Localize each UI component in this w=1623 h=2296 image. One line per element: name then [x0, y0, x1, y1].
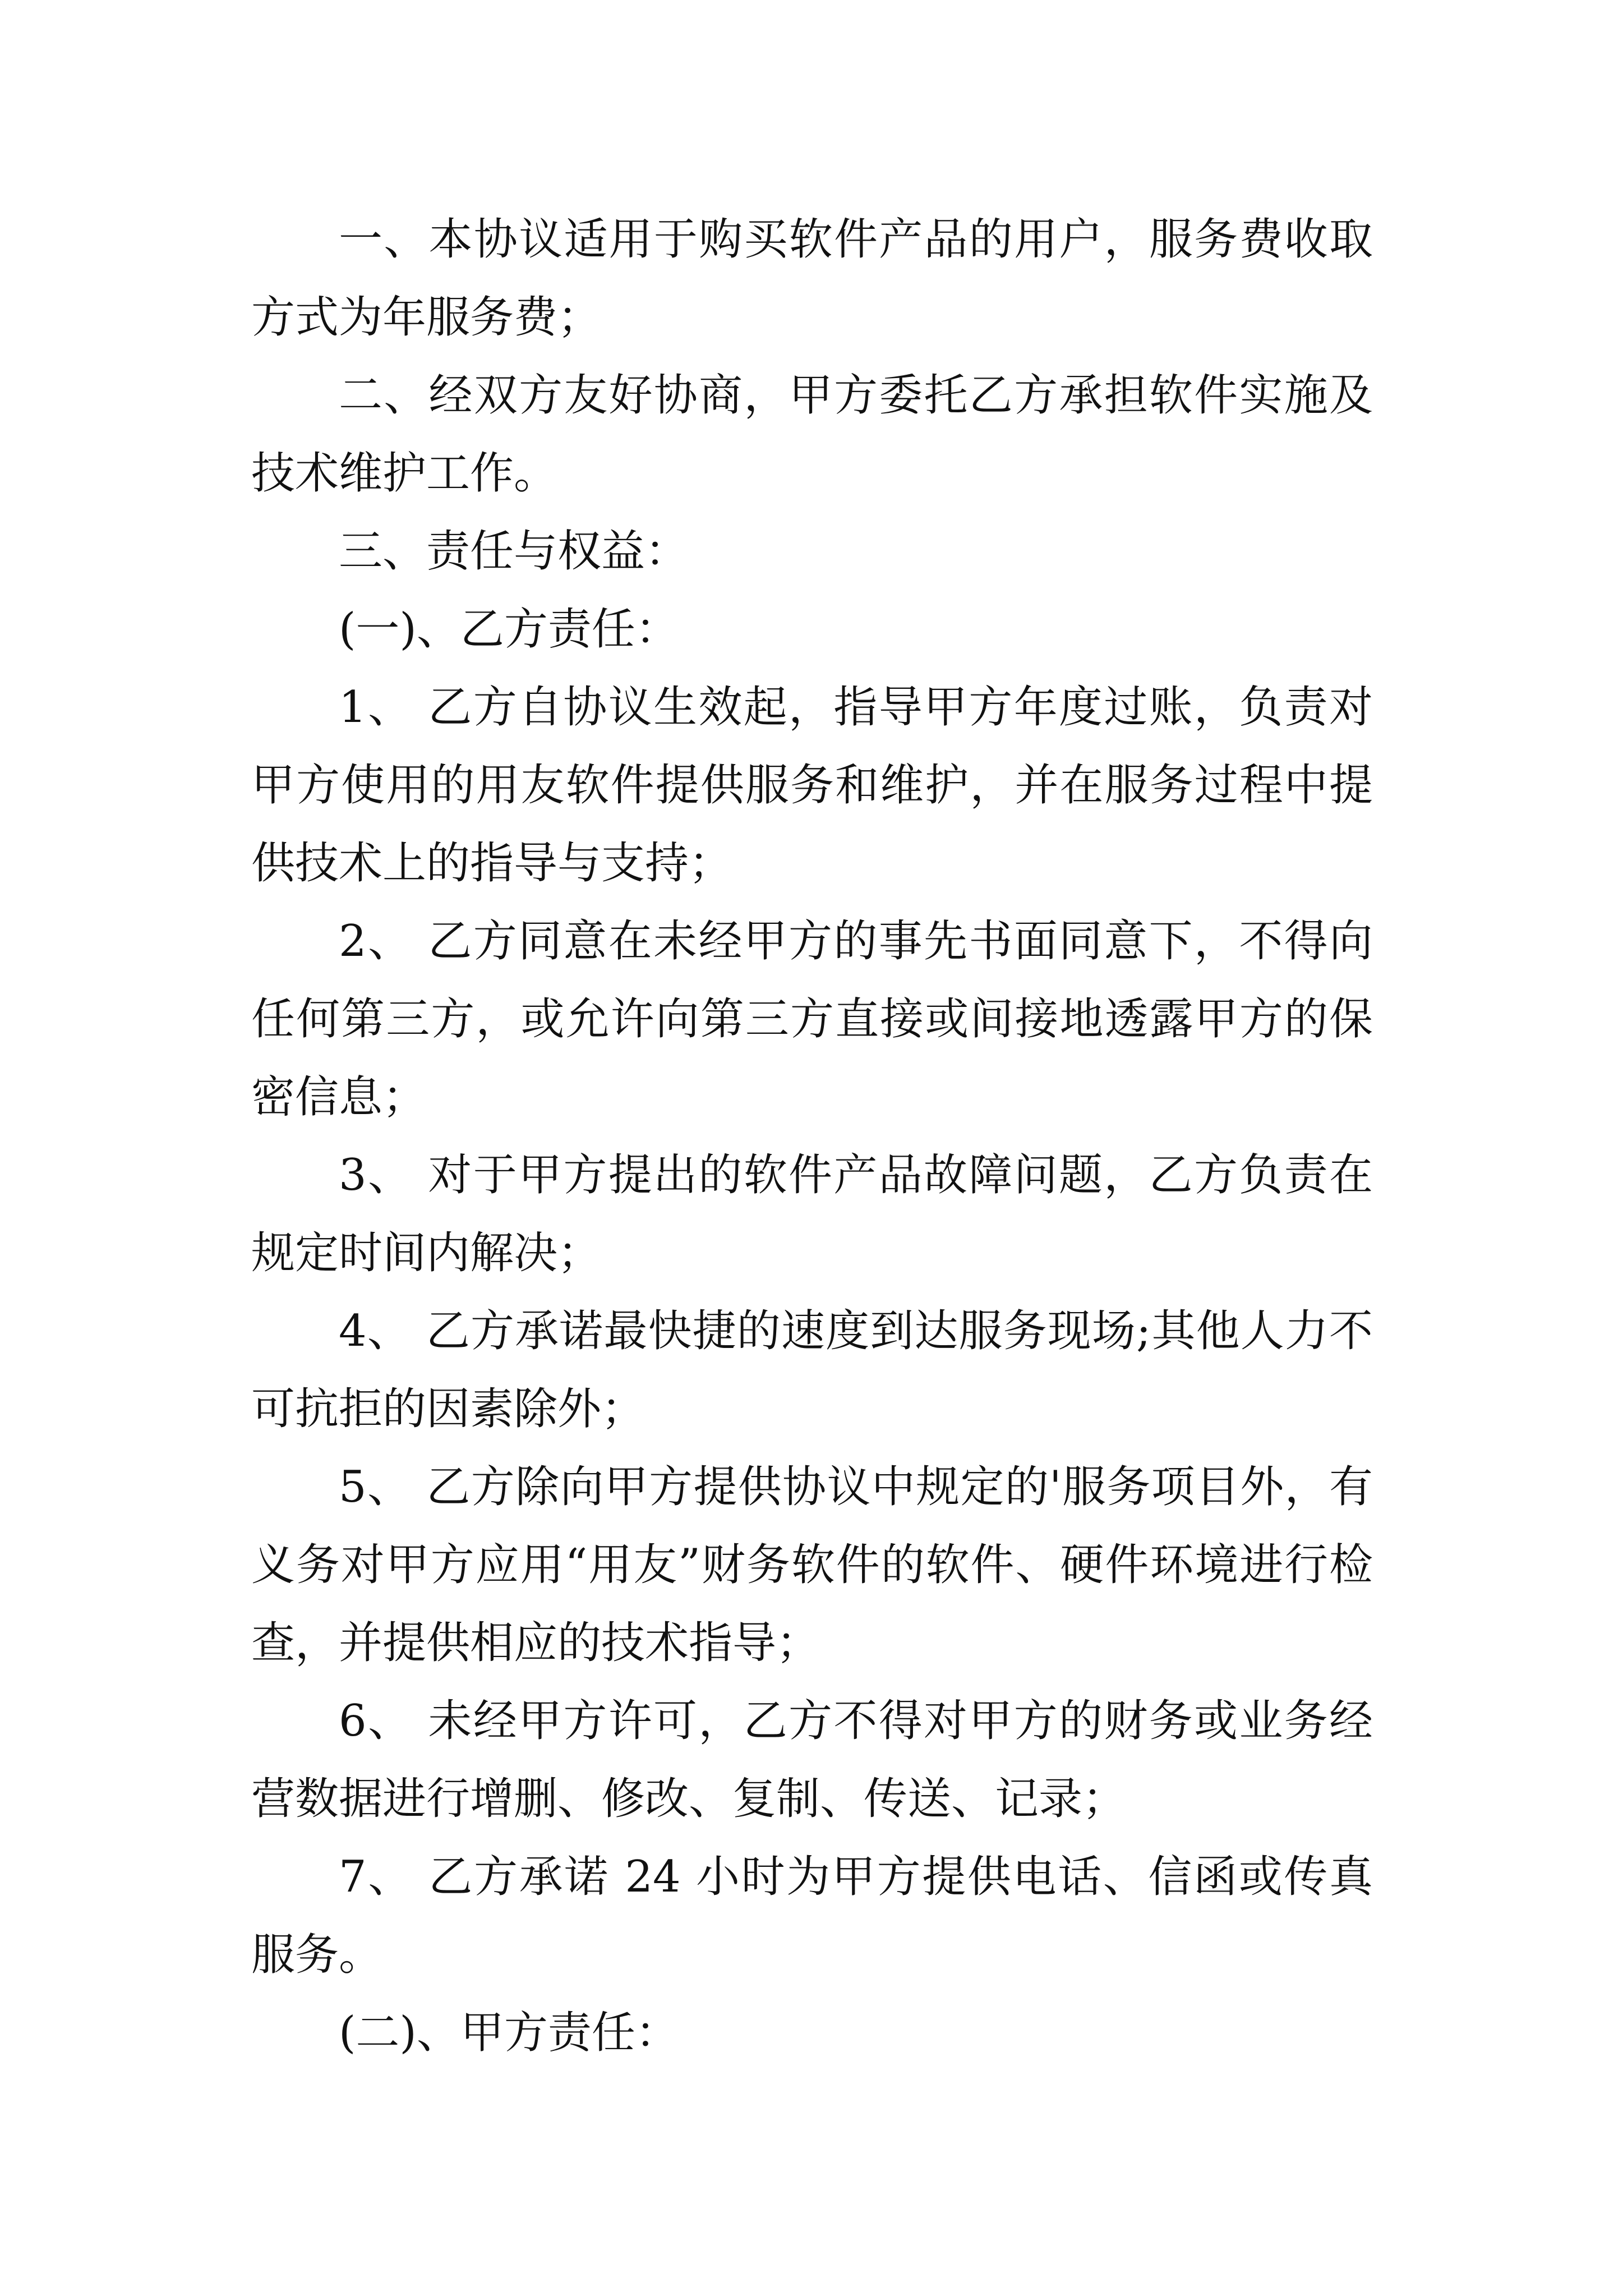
- clause-item-7: 7、 乙方承诺 24 小时为甲方提供电话、信函或传真服务。: [251, 1852, 1373, 1980]
- clause-item-4: 4、 乙方承诺最快捷的速度到达服务现场;其他人力不可抗拒的因素除外；: [251, 1306, 1373, 1434]
- heading-party-b-responsibilities: (一)、乙方责任：: [339, 604, 679, 655]
- document-body: [251, 201, 1373, 2072]
- heading-party-a-responsibilities: (二)、甲方责任：: [339, 2008, 679, 2058]
- clause-item-2: 2、 乙方同意在未经甲方的事先书面同意下，不得向任何第三方，或允许向第三方直接或间接地透露甲方的保密信息；: [251, 916, 1373, 1122]
- clause-item-1: 1、 乙方自协议生效起，指导甲方年度过账，负责对甲方使用的用友软件提供服务和维护，并在服务过程中提供技术上的指导与支持；: [251, 682, 1373, 889]
- clause-item-6: 6、 未经甲方许可，乙方不得对甲方的财务或业务经营数据进行增删、修改、复制、传送、记录；: [251, 1696, 1373, 1824]
- heading-responsibilities-and-rights: 三、责任与权益：: [339, 526, 689, 577]
- clause-item-3: 3、 对于甲方提出的软件产品故障问题，乙方负责在规定时间内解决；: [251, 1150, 1373, 1278]
- paragraph-scope: 一、本协议适用于购买软件产品的用户，服务费收取方式为年服务费；: [251, 214, 1373, 343]
- clause-item-5: 5、 乙方除向甲方提供协议中规定的'服务项目外，有义务对甲方应用“用友”财务软件的软件、硬件环境进行检查，并提供相应的技术指导；: [251, 1462, 1373, 1668]
- paragraph-entrustment: 二、经双方友好协商，甲方委托乙方承担软件实施及技术维护工作。: [251, 370, 1373, 499]
